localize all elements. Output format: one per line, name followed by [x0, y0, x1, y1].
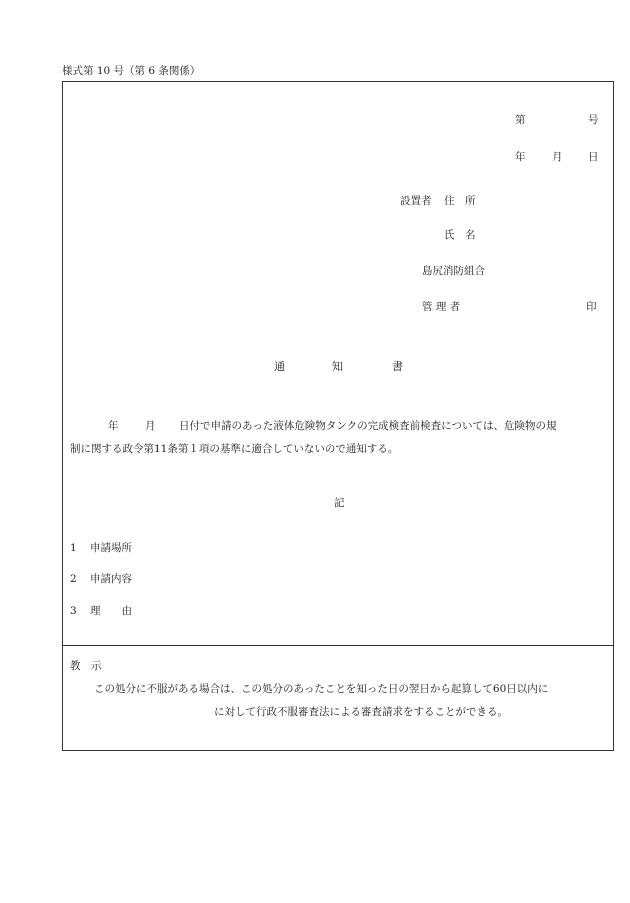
body-year: 年	[108, 420, 119, 432]
setchisha-label: 設置者	[400, 195, 432, 207]
number-go: 号	[588, 114, 599, 126]
item-1-number: 1	[70, 542, 77, 554]
body-line2: 制に関する政令第11条第１項の基準に適合していないので通知する。	[70, 443, 399, 455]
title-char-tsu: 通	[274, 360, 285, 373]
title-char-sho: 書	[392, 360, 403, 373]
ki-heading: 記	[334, 497, 345, 509]
body-line1: 日付で申請のあった液体危険物タンクの完成検査前検査については、危険物の規	[179, 420, 557, 432]
date-year: 年	[515, 151, 526, 163]
organization-name: 島尻消防組合	[422, 265, 485, 277]
item-2-label: 申請内容	[90, 573, 132, 585]
document-frame	[62, 81, 614, 751]
shimei-label: 氏 名	[444, 229, 476, 241]
item-3-number: 3	[70, 605, 77, 617]
kyoji-line1: この処分に不服がある場合は、この処分のあったことを知った日の翌日から起算して60日以内に	[94, 683, 549, 695]
date-day: 日	[588, 151, 599, 163]
date-month: 月	[552, 151, 563, 163]
item-1-label: 申請場所	[90, 542, 132, 554]
body-month: 月	[145, 420, 156, 432]
title-char-chi: 知	[332, 360, 343, 373]
seal-mark: 印	[586, 301, 597, 313]
kyoji-divider	[62, 645, 614, 646]
number-dai: 第	[515, 114, 526, 126]
item-2-number: 2	[70, 573, 77, 585]
kyoji-line2: に対して行政不服審査法による審査請求をすることができる。	[214, 706, 508, 718]
jusho-label: 住 所	[444, 195, 476, 207]
form-number-label: 様式第 10 号（第 6 条関係）	[62, 65, 201, 77]
kanrisha-label: 管 理 者	[422, 301, 461, 313]
kyoji-heading: 教 示	[70, 660, 102, 672]
item-3-label: 理 由	[90, 605, 132, 617]
